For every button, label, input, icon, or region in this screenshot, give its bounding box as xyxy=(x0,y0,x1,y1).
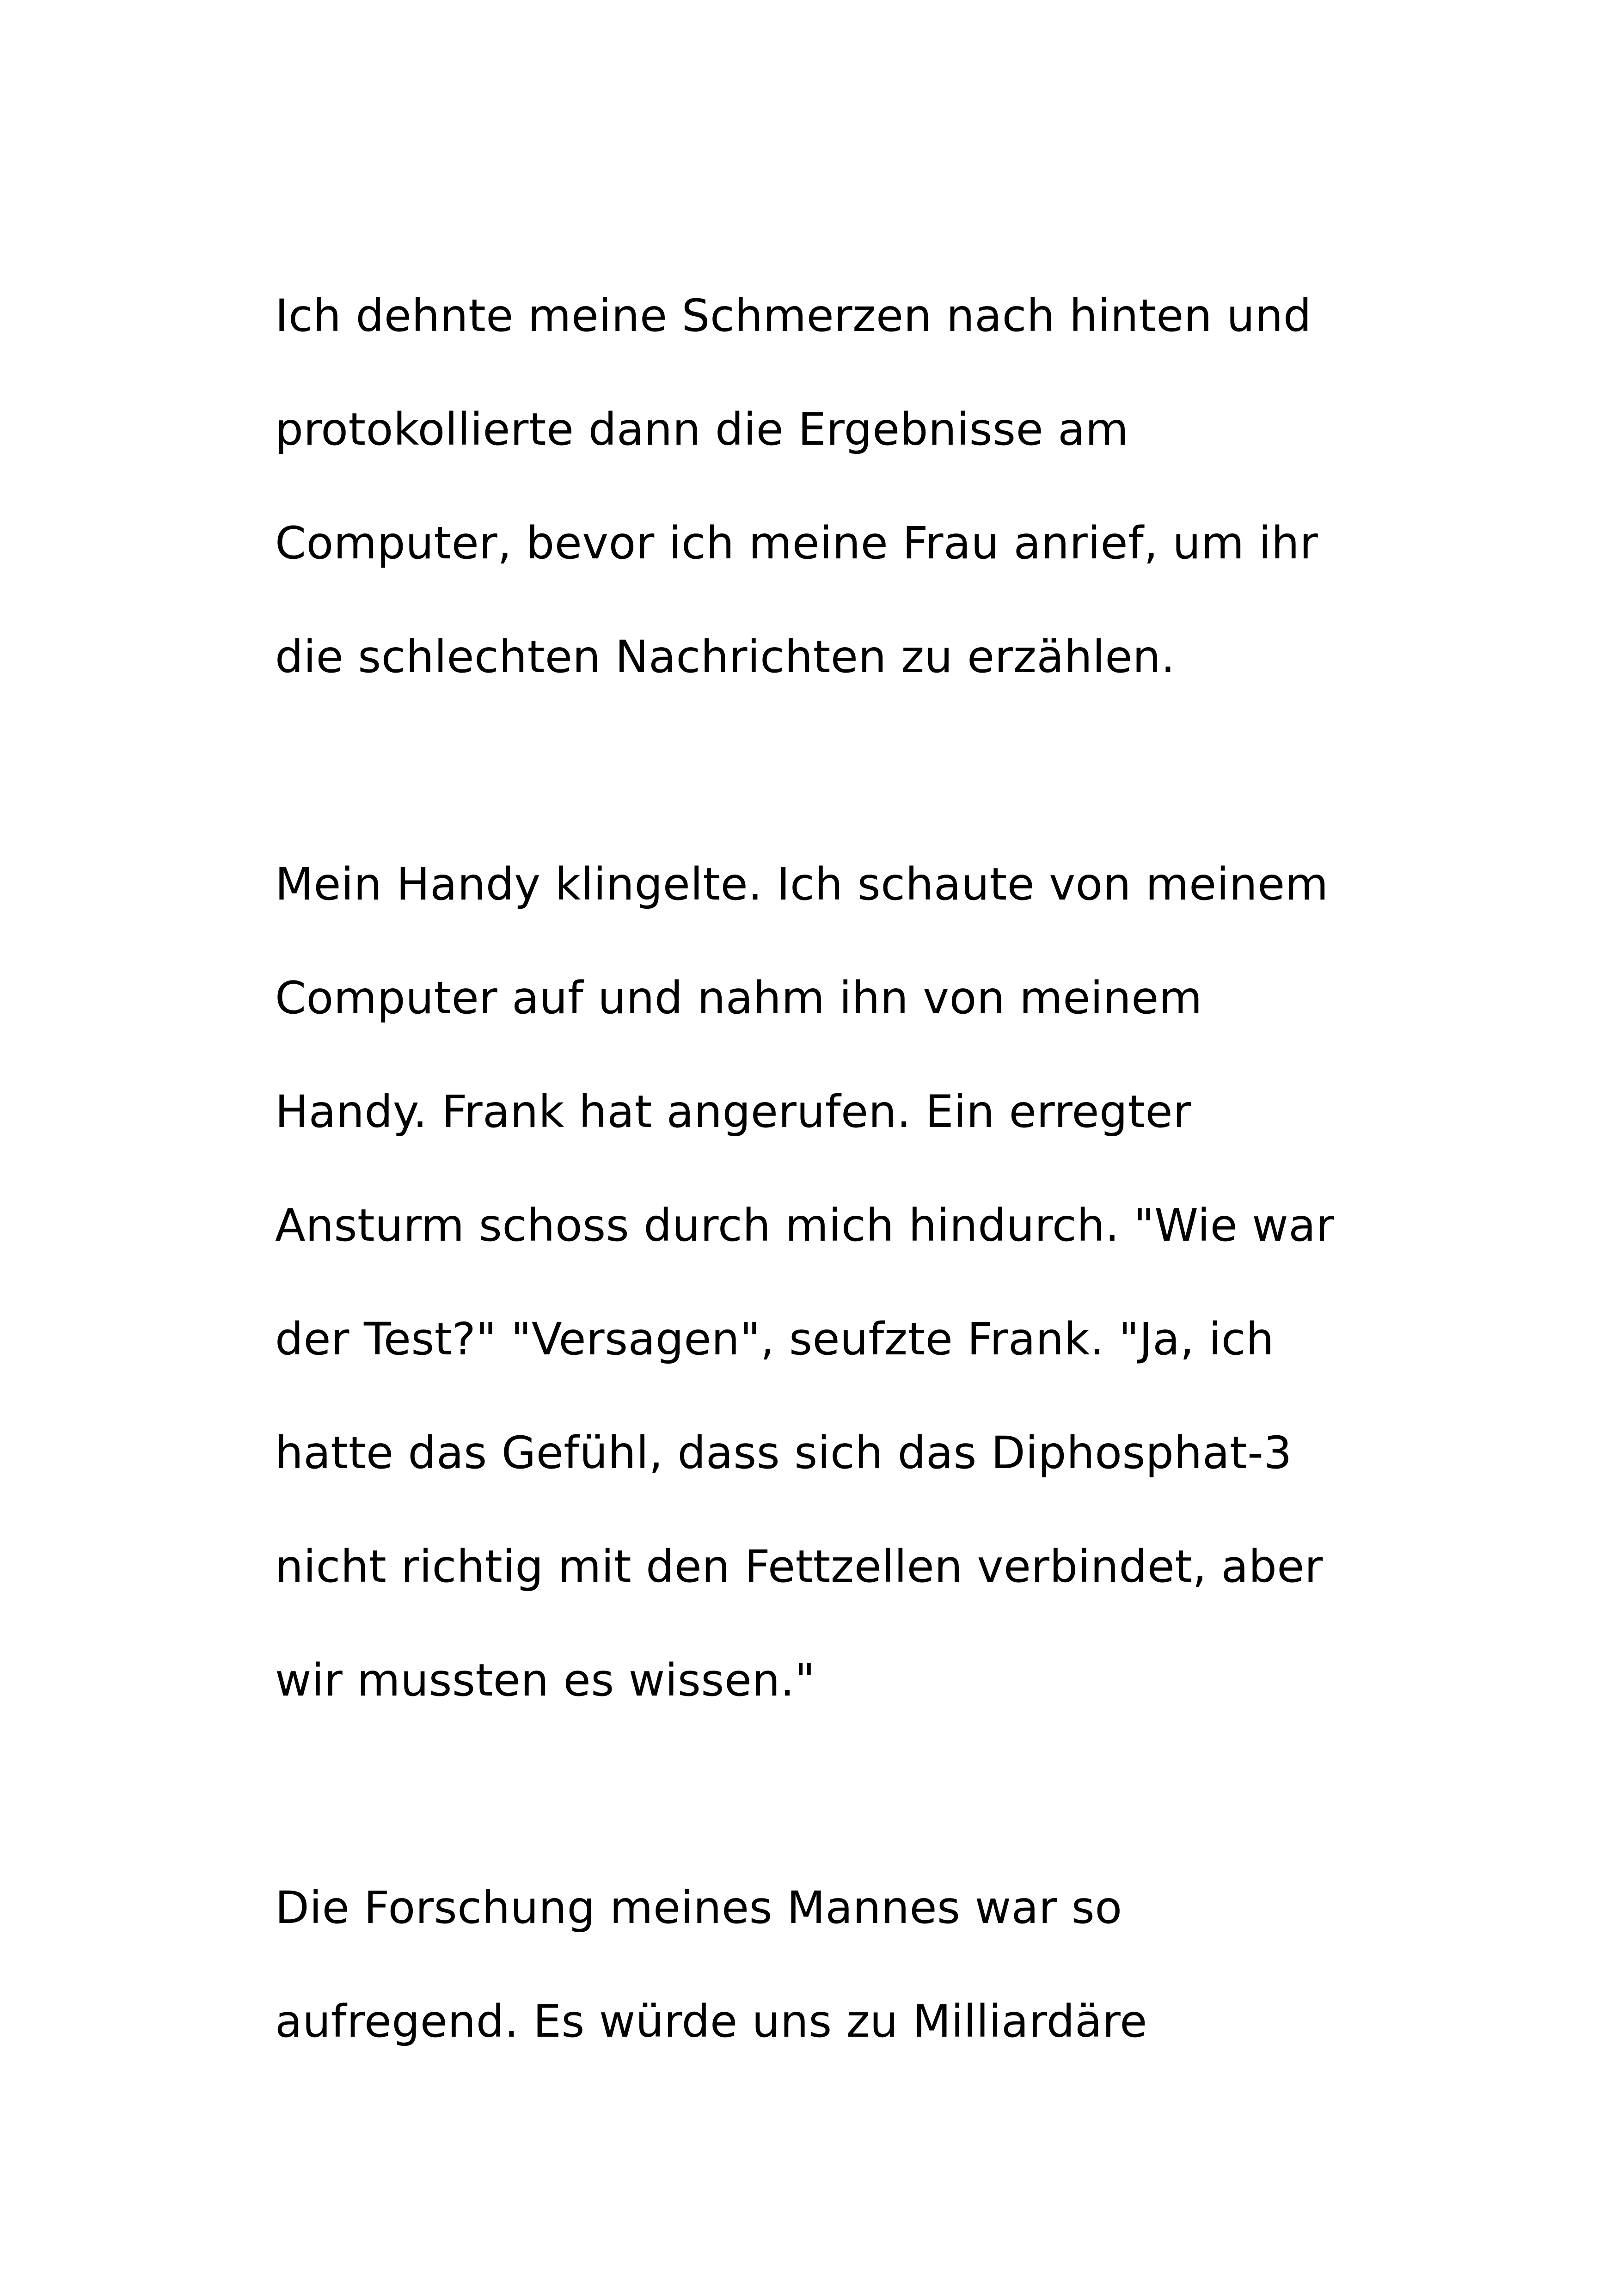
text-line: Handy. Frank hat angerufen. Ein erregter xyxy=(275,1086,1192,1138)
text-line: Die Forschung meines Mannes war so xyxy=(275,1882,1122,1934)
paragraph-2 xyxy=(275,827,1431,1737)
text-line: protokollierte dann die Ergebnisse am xyxy=(275,404,1129,455)
text-line: Ich dehnte meine Schmerzen nach hinten und xyxy=(275,290,1312,342)
text-line: Ansturm schoss durch mich hindurch. "Wie war xyxy=(275,1200,1335,1251)
text-line: aufregend. Es würde uns zu Milliardäre xyxy=(275,1996,1147,2047)
text-line: nicht richtig mit den Fettzellen verbindet, aber xyxy=(275,1541,1323,1592)
text-line: Mein Handy klingelte. Ich schaute von meinem xyxy=(275,858,1329,910)
text-line: hatte das Gefühl, dass sich das Diphosphat-3 xyxy=(275,1427,1292,1479)
text-line: Computer auf und nahm ihn von meinem xyxy=(275,972,1202,1024)
paragraph-1 xyxy=(275,259,1431,714)
paragraph-3 xyxy=(275,1851,1431,2078)
text-line: wir mussten es wissen." xyxy=(275,1654,815,1706)
document-body xyxy=(275,259,1431,2078)
text-line: der Test?" "Versagen", seufzte Frank. "Ja, ich xyxy=(275,1313,1275,1365)
text-line: Computer, bevor ich meine Frau anrief, um ihr xyxy=(275,517,1318,569)
text-line: die schlechten Nachrichten zu erzählen. xyxy=(275,631,1176,683)
